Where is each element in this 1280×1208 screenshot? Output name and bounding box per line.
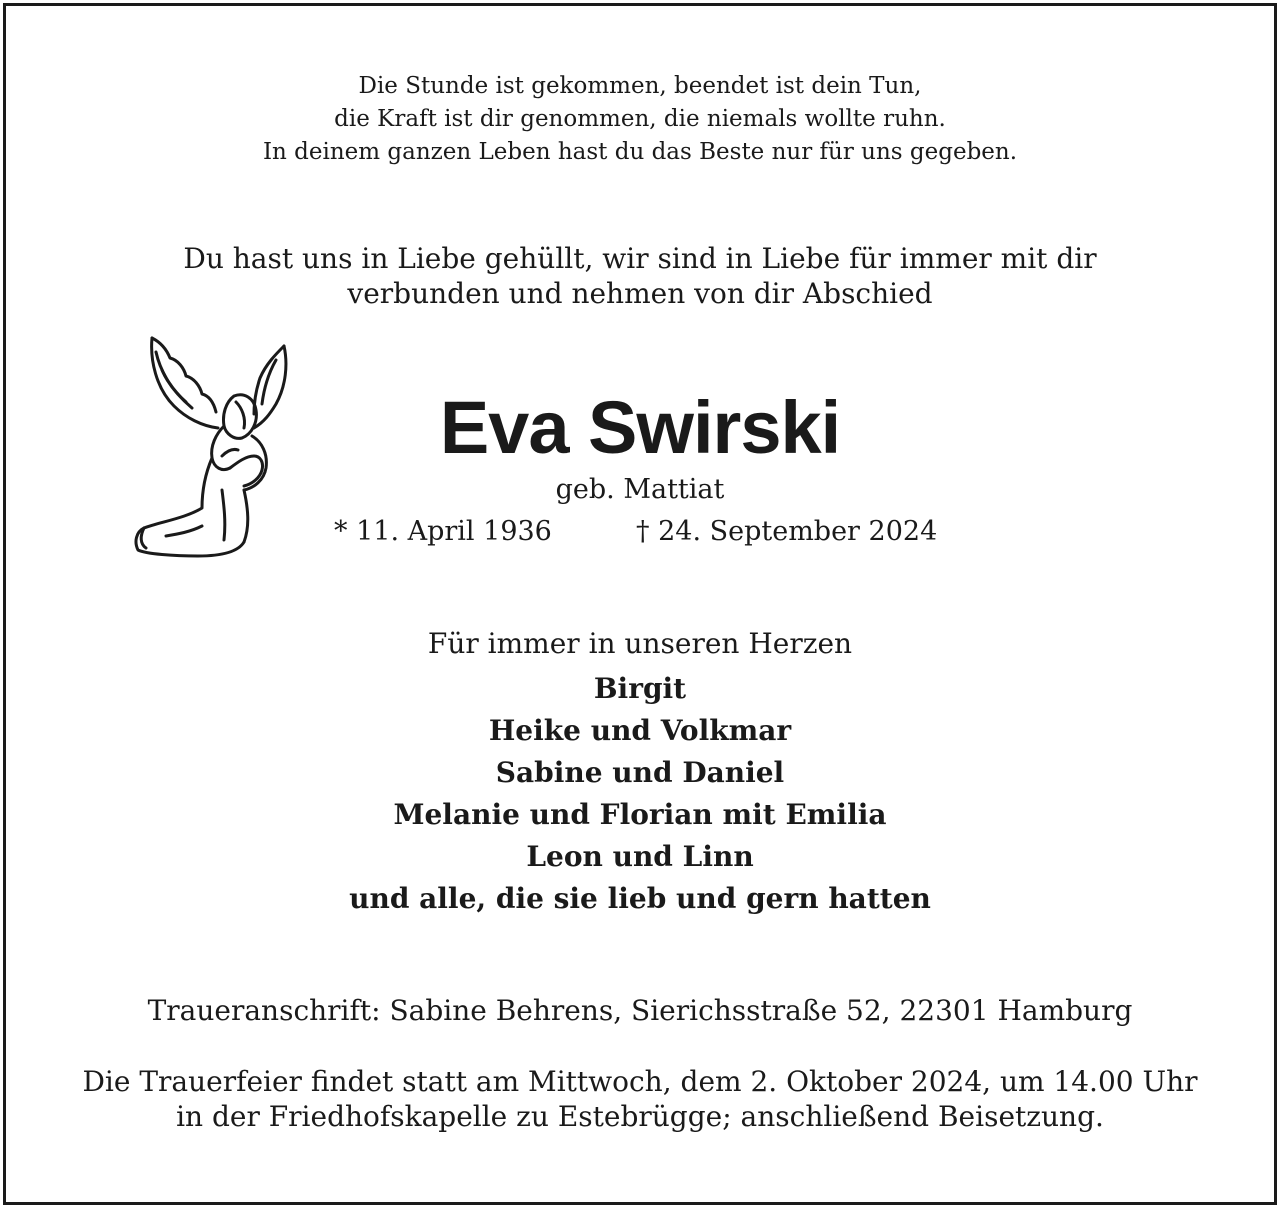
mourner-entry: und alle, die sie lieb und gern hatten	[349, 882, 931, 915]
service-line: in der Friedhofskapelle zu Estebrügge; anschließend Beisetzung.	[176, 1100, 1104, 1133]
poem-line: die Kraft ist dir genommen, die niemals wollte ruhn.	[334, 106, 946, 132]
mourner-entry: Heike und Volkmar	[488, 714, 792, 747]
mourner-entry: Sabine und Daniel	[495, 756, 785, 789]
mourner-entry: Leon und Linn	[526, 840, 754, 873]
mourner-entry: Birgit	[593, 672, 687, 705]
poem	[0, 70, 1280, 169]
deceased-name: Eva Swirski	[439, 386, 841, 469]
service-line: Die Trauerfeier findet statt am Mittwoch, dem 2. Oktober 2024, um 14.00 Uhr	[82, 1065, 1198, 1098]
mourning-address: Traueranschrift: Sabine Behrens, Sierichsstraße 52, 22301 Hamburg	[147, 994, 1133, 1027]
poem-line: Die Stunde ist gekommen, beendet ist dein Tun,	[358, 73, 922, 99]
mourners-list	[0, 668, 1280, 920]
poem-line: In deinem ganzen Leben hast du das Beste nur für uns gegeben.	[262, 139, 1018, 165]
funeral-service-info	[0, 1064, 1280, 1134]
intro-text	[0, 241, 1280, 311]
mourners-heading: Für immer in unseren Herzen	[427, 627, 853, 660]
birth-date: * 11. April 1936	[334, 516, 552, 547]
mourner-entry: Melanie und Florian mit Emilia	[393, 798, 887, 831]
intro-line: Du hast uns in Liebe gehüllt, wir sind in Liebe für immer mit dir	[183, 242, 1097, 275]
death-date: † 24. September 2024	[636, 516, 938, 547]
born-name: geb. Mattiat	[555, 474, 725, 505]
intro-line: verbunden und nehmen von dir Abschied	[347, 277, 933, 310]
